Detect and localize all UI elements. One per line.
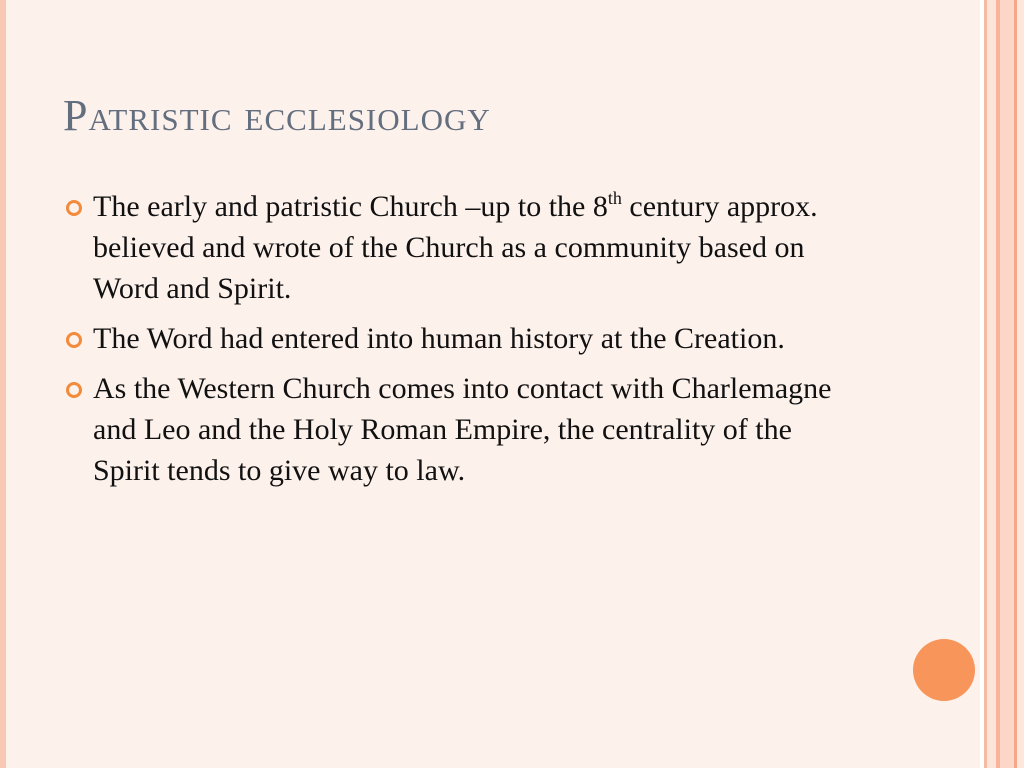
bullet-text: As the Western Church comes into contact with Charlemagne and Leo and the Holy Roman Empire, the centrality of the Spirit tends to give way to law. bbox=[93, 372, 832, 487]
bullet-text-continued: century approx. believed and wrote of the Church as a community based on Word and Spirit. bbox=[93, 190, 818, 305]
bullet-circle-icon bbox=[66, 382, 82, 398]
bullet-item bbox=[63, 318, 863, 359]
right-border-stripe bbox=[1017, 0, 1024, 768]
bullet-list bbox=[63, 186, 863, 500]
right-border-stripe bbox=[1000, 0, 1014, 768]
bullet-circle-icon bbox=[66, 332, 82, 348]
bullet-item bbox=[63, 186, 863, 309]
slide-title: Patristic ecclesiology bbox=[63, 91, 491, 140]
bullet-circle-icon bbox=[66, 200, 82, 216]
bullet-text: The Word had entered into human history at the Creation. bbox=[93, 322, 785, 355]
bullet-superscript: th bbox=[607, 188, 622, 208]
decorative-circle-icon bbox=[913, 639, 975, 701]
bullet-item bbox=[63, 368, 863, 491]
right-border-stripe bbox=[987, 0, 996, 768]
bullet-text: The early and patristic Church –up to the 8 bbox=[93, 190, 608, 223]
